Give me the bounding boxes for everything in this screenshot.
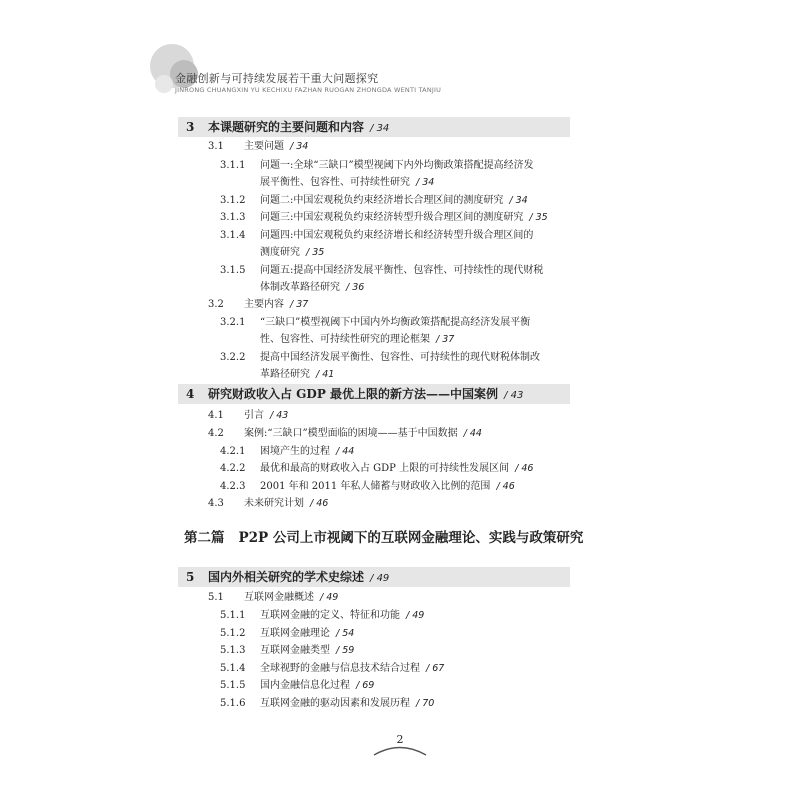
page-ref: / 59 [336, 645, 355, 656]
page-ref: / 49 [370, 573, 390, 584]
subsection-title: 困境产生的过程 [260, 446, 330, 457]
toc-subsection-5-1-4[interactable] [220, 662, 444, 675]
subsection-number: 5.1.5 [220, 680, 246, 691]
page-ref: / 43 [504, 390, 524, 401]
page-ref: / 34 [509, 195, 528, 206]
subsection-number: 5.1.2 [220, 628, 246, 639]
subsection-title: 国内金融信息化过程 [260, 680, 350, 691]
subsection-title: 互联网金融的定义、特征和功能 [260, 610, 400, 621]
subsection-title: 问题三:中国宏观税负约束经济转型升级合理区间的测度研究 [260, 212, 524, 223]
section-title: 案例:“三缺口”模型面临的困境——基于中国数据 [244, 428, 458, 439]
page-ref: / 36 [346, 282, 365, 293]
page-ref: / 34 [370, 123, 390, 134]
toc-subsection-3-1-2[interactable] [220, 194, 528, 207]
section-title: 互联网金融概述 [244, 592, 314, 603]
section-title: 未来研究计划 [244, 498, 304, 509]
subsection-number: 4.2.3 [220, 481, 246, 492]
toc-subsection-4-2-1[interactable] [220, 445, 354, 458]
subsection-title-line1: 问题一:全球“三缺口”模型视阈下内外均衡政策搭配提高经济发 [260, 160, 534, 171]
page-ref: / 37 [290, 299, 309, 310]
chapter-number: 3 [186, 120, 195, 134]
toc-subsection-3-2-1[interactable] [220, 316, 530, 329]
page-ref: / 41 [316, 369, 335, 380]
toc-section-5-1[interactable] [208, 591, 338, 604]
subsection-number: 5.1.1 [220, 610, 246, 621]
page-ref: / 54 [336, 628, 355, 639]
toc-subsection-3-1-5-cont[interactable] [260, 281, 364, 294]
page-ref: / 37 [436, 334, 455, 345]
subsection-title: 最优和最高的财政收入占 GDP 上限的可持续性发展区间 [260, 463, 510, 474]
subsection-number: 3.2.1 [220, 317, 246, 328]
subsection-number: 3.1.1 [220, 160, 246, 171]
subsection-number: 4.2.2 [220, 463, 246, 474]
book-title: 金融创新与可持续发展若干重大问题探究 [175, 72, 379, 85]
page-ref: / 35 [306, 247, 325, 258]
subsection-number: 5.1.6 [220, 698, 246, 709]
page-ref: / 70 [416, 698, 435, 709]
page-ref: / 46 [515, 463, 534, 474]
section-title: 引言 [244, 410, 264, 421]
subsection-title-line2: 性、包容性、可持续性研究的理论框架 [260, 334, 430, 345]
toc-subsection-5-1-1[interactable] [220, 609, 424, 622]
chapter-title: 本课题研究的主要问题和内容 [208, 120, 365, 134]
toc-subsection-3-1-1-cont[interactable] [260, 176, 434, 189]
page-ref: / 34 [416, 177, 435, 188]
page-ref: / 35 [529, 212, 548, 223]
chapter-title: 研究财政收入占 GDP 最优上限的新方法——中国案例 [208, 387, 499, 401]
toc-section-3-2[interactable] [208, 298, 308, 311]
page-ref: / 69 [356, 680, 375, 691]
toc-subsection-3-1-5[interactable] [220, 264, 543, 277]
toc-part-2[interactable] [184, 526, 597, 546]
toc-subsection-5-1-3[interactable] [220, 644, 354, 657]
subsection-title: 互联网金融类型 [260, 645, 330, 656]
toc-section-4-3[interactable] [208, 497, 328, 510]
section-number: 4.3 [208, 498, 224, 509]
part-title: P2P 公司上市视阈下的互联网金融理论、实践与政策研究 [238, 530, 584, 546]
page-ref: / 44 [463, 428, 482, 439]
toc-subsection-3-1-4-cont[interactable] [260, 246, 324, 259]
subsection-title-line2: 测度研究 [260, 247, 300, 258]
subsection-number: 3.1.4 [220, 230, 246, 241]
chapter-number: 4 [186, 387, 195, 401]
page-number: 2 [396, 733, 404, 746]
chapter-number: 5 [186, 570, 195, 584]
toc-chapter-4[interactable] [178, 384, 570, 404]
toc-chapter-5[interactable] [178, 567, 570, 587]
subsection-number: 3.2.2 [220, 352, 246, 363]
subsection-number: 5.1.4 [220, 663, 246, 674]
section-number: 3.2 [208, 299, 224, 310]
toc-subsection-3-1-4[interactable] [220, 229, 533, 242]
subsection-title-line2: 展平衡性、包容性、可持续性研究 [260, 177, 410, 188]
page-ref: / 49 [406, 610, 425, 621]
subsection-title-line2: 体制改革路径研究 [260, 282, 340, 293]
toc-subsection-3-1-1[interactable] [220, 159, 534, 172]
part-label: 第二篇 [184, 530, 225, 546]
section-number: 3.1 [208, 141, 224, 152]
subsection-title-line2: 革路径研究 [260, 369, 310, 380]
toc-subsection-5-1-2[interactable] [220, 627, 354, 640]
chapter-title: 国内外相关研究的学术史综述 [208, 570, 365, 584]
toc-section-3-1[interactable] [208, 140, 308, 153]
toc-subsection-3-2-1-cont[interactable] [260, 333, 454, 346]
toc-chapter-3[interactable] [178, 117, 570, 137]
toc-subsection-5-1-5[interactable] [220, 679, 374, 692]
page-ref: / 44 [336, 446, 355, 457]
subsection-title: 互联网金融的驱动因素和发展历程 [260, 698, 410, 709]
subsection-number: 3.1.3 [220, 212, 246, 223]
subsection-number: 3.1.5 [220, 265, 246, 276]
book-title-pinyin: JINRONG CHUANGXIN YU KECHIXU FAZHAN RUOGAN ZHONGDA WENTI TANJIU [175, 86, 442, 94]
subsection-number: 3.1.2 [220, 195, 246, 206]
page-ref: / 46 [496, 481, 515, 492]
subsection-number: 4.2.1 [220, 446, 246, 457]
page-ref: / 46 [310, 498, 329, 509]
page-ref: / 49 [320, 592, 339, 603]
subsection-title-line1: 问题五:提高中国经济发展平衡性、包容性、可持续性的现代财税 [260, 265, 544, 276]
toc-subsection-5-1-6[interactable] [220, 697, 434, 710]
toc-subsection-4-2-2[interactable] [220, 462, 533, 475]
toc-subsection-3-2-2[interactable] [220, 351, 540, 364]
section-number: 4.2 [208, 428, 224, 439]
subsection-title: 互联网金融理论 [260, 628, 330, 639]
section-title: 主要内容 [244, 299, 284, 310]
toc-subsection-4-2-3[interactable] [220, 480, 515, 493]
page-number-ornament [372, 744, 428, 756]
toc-subsection-3-2-2-cont[interactable] [260, 368, 334, 381]
section-number: 4.1 [208, 410, 224, 421]
subsection-title: 全球视野的金融与信息技术结合过程 [260, 663, 420, 674]
subsection-number: 5.1.3 [220, 645, 246, 656]
section-number: 5.1 [208, 592, 224, 603]
subsection-title-line1: “三缺口”模型视阈下中国内外均衡政策搭配提高经济发展平衡 [260, 317, 531, 328]
page-ref: / 67 [426, 663, 445, 674]
subsection-title-line1: 问题四:中国宏观税负约束经济增长和经济转型升级合理区间的 [260, 230, 534, 241]
toc-subsection-3-1-3[interactable] [220, 211, 548, 224]
subsection-title-line1: 提高中国经济发展平衡性、包容性、可持续性的现代财税体制改 [260, 352, 540, 363]
section-title: 主要问题 [244, 141, 284, 152]
subsection-title: 2001 年和 2011 年私人储蓄与财政收入比例的范围 [260, 481, 491, 492]
page-ref: / 43 [270, 410, 289, 421]
subsection-title: 问题二:中国宏观税负约束经济增长合理区间的测度研究 [260, 195, 504, 206]
page-ref: / 34 [290, 141, 309, 152]
toc-section-4-1[interactable] [208, 409, 288, 422]
toc-section-4-2[interactable] [208, 427, 482, 440]
